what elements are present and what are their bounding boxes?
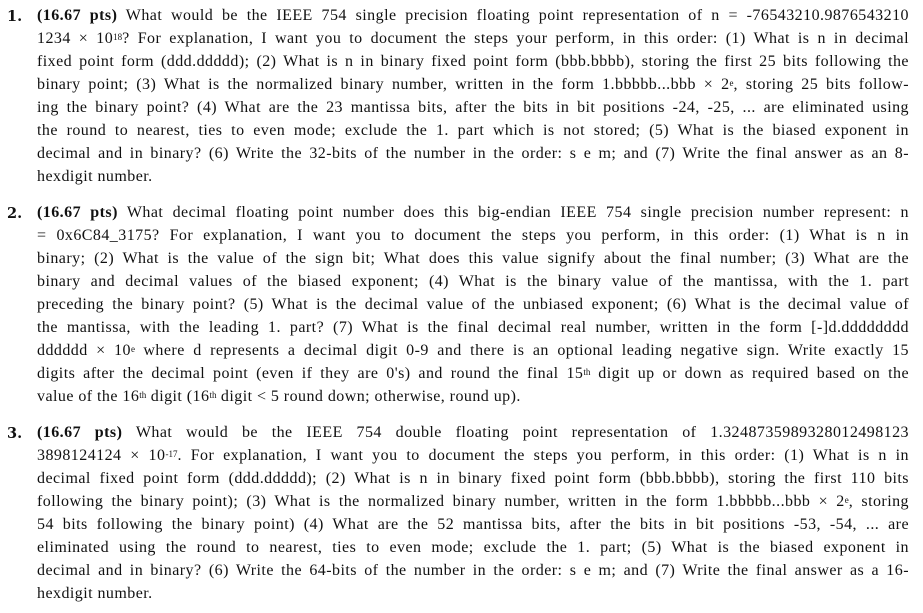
points-label: (16.67 pts) — [37, 424, 123, 441]
question-line: binary point; (3) What is the normalized binary number, written in the form 1.bbbbb...bbb × $2^e$, storing 25 bits follow- — [37, 76, 909, 93]
question-line: 54 bits following the binary point) (4) What are the 52 mantissa bits, after the bits in bit positions -53, -54, ... are — [37, 516, 909, 533]
points-label: (16.67 pts) — [37, 204, 118, 221]
question-line: decimal and in binary? (6) Write the 64-bits of the number in the order: s e m; and (7) Write the final answer as a 16- — [37, 562, 909, 579]
question-line: binary; (2) What is the value of the sign bit; What does this value signify about the final number; (3) What are the — [37, 250, 909, 267]
question-line: the mantissa, with the leading 1. part? (7) What is the final decimal real number, written in the form [-]d.dddddddd — [37, 319, 909, 336]
question-line: following the binary point); (3) What is the normalized binary number, written in the form 1.bbbbb...bbb × $2^e$, storing — [37, 493, 909, 510]
question-number: 2. — [7, 205, 23, 222]
question-line: ing the binary point? (4) What are the 23 mantissa bits, after the bits in bit positions -24, -25, ... are eliminated using — [37, 99, 909, 116]
question-line: = 0x6C84_3175? For explanation, I want you to document the steps you perform, in this order: (1) What is n in — [37, 227, 909, 244]
question-line: (16.67 pts) What would be the IEEE 754 single precision floating point representation of n = -76543210.9876543210 — [37, 7, 909, 24]
question-line: $3898124124 \times 10^{-17}$. For explanation, I want you to document the steps you perform, in this order: (1) What is n in — [37, 447, 909, 464]
question-line: hexdigit number. — [37, 168, 153, 185]
question-line: digits after the decimal point (even if they are 0's) and round the final 15th digit up or down as required based on the — [37, 365, 909, 382]
points-label: (16.67 pts) — [37, 7, 118, 24]
question-line: binary and decimal values of the biased exponent; (4) What is the binary value of the mantissa, with the 1. part — [37, 273, 909, 290]
question-line: (16.67 pts) What decimal floating point number does this big-endian IEEE 754 single precision number represent: n — [37, 204, 909, 221]
question-line: the round to nearest, ties to even mode; exclude the 1. part which is not stored; (5) What is the biased exponent in — [37, 122, 909, 139]
question-line: hexdigit number. — [37, 585, 153, 602]
question-line: $1234 \times 10^{18}$? For explanation, I want you to document the steps your perform, in this order: (1) What is n in decimal — [37, 30, 909, 47]
question-line: decimal and in binary? (6) Write the 32-bits of the number in the order: s e m; and (7) Write the final answer as an 8- — [37, 145, 909, 162]
question-line: dddddd × $10^e$ where d represents a decimal digit 0-9 and there is an optional leading negative sign. Write exactly 15 — [37, 342, 909, 359]
question-line: eliminated using the round to nearest, ties to even mode; exclude the 1. part; (5) What is the biased exponent in — [37, 539, 909, 556]
question-line: (16.67 pts) What would be the IEEE 754 double floating point representation of 1.3248735989328012498123 — [37, 424, 909, 441]
question-number: 1. — [7, 8, 23, 25]
question-line: preceding the binary point? (5) What is the decimal value of the unbiased exponent; (6) What is the decimal value of — [37, 296, 909, 313]
question-line: fixed point form (ddd.ddddd); (2) What is n in binary fixed point form (bbb.bbbb), storing the first 25 bits following the — [37, 53, 909, 70]
question-line: decimal fixed point form (ddd.ddddd); (2) What is n in binary fixed point form (bbb.bbbb), storing the first 110 bits — [37, 470, 909, 487]
question-line: value of the 16th digit (16th digit < 5 round down; otherwise, round up). — [37, 388, 521, 405]
question-number: 3. — [7, 425, 23, 442]
